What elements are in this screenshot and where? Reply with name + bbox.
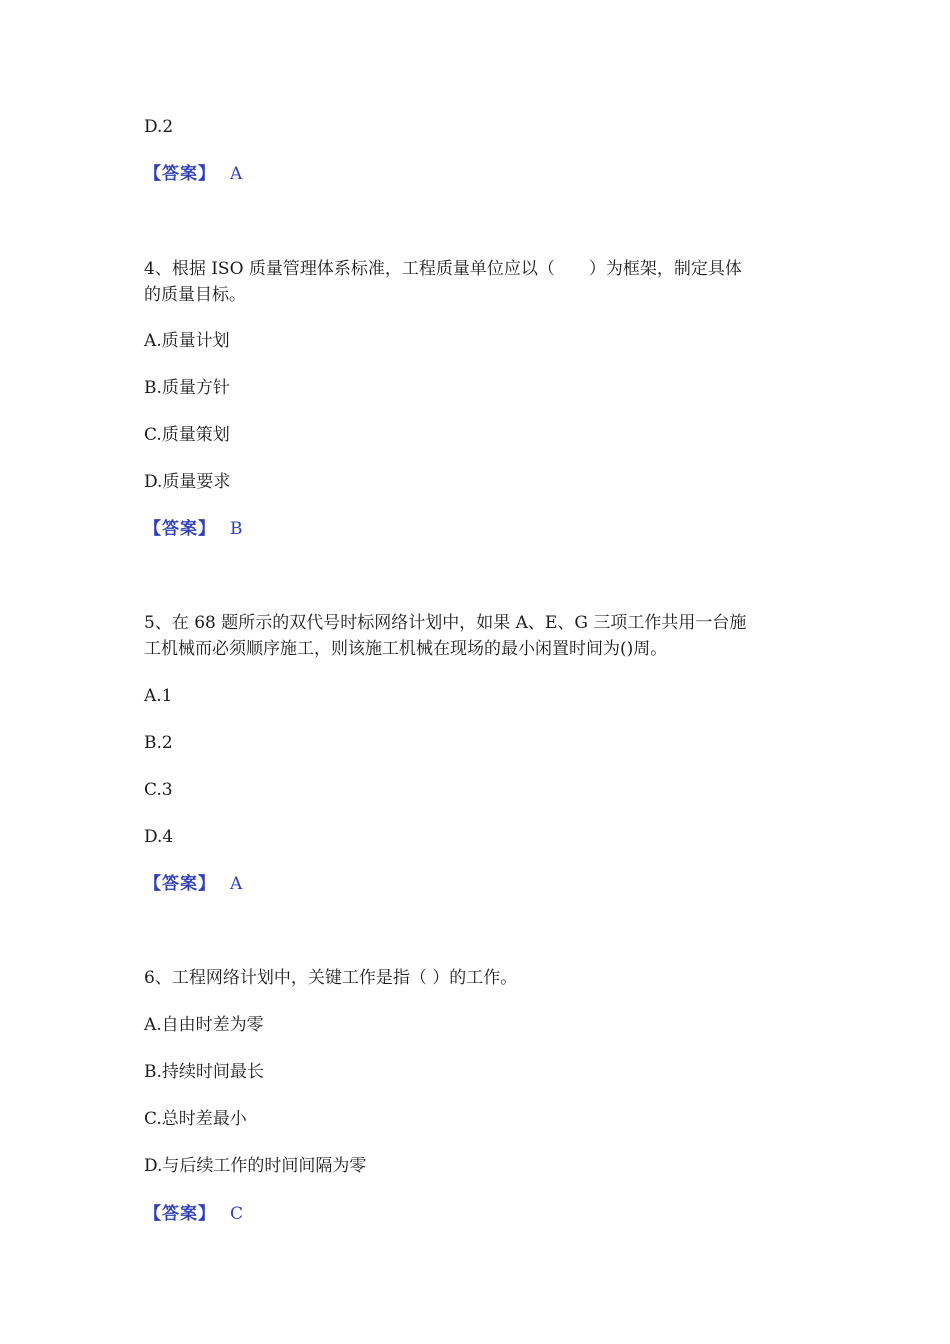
q5-question-line2: 工机械而必须顺序施工，则该施工机械在现场的最小闲置时间为()周。: [144, 639, 668, 659]
q5-option-a: A.1: [144, 686, 173, 706]
answer-value: C: [230, 1204, 244, 1224]
q5-option-c: C.3: [144, 780, 173, 800]
q4-option-a: A.质量计划: [144, 331, 230, 351]
q4-option-c: C.质量策划: [144, 425, 230, 445]
q4-question-line1: 4、根据 ISO 质量管理体系标准，工程质量单位应以（ ）为框架，制定具体: [144, 259, 742, 279]
q3-answer: [144, 162, 242, 186]
q5-answer: [144, 872, 242, 896]
answer-value: A: [230, 874, 243, 894]
answer-label: 【答案】: [144, 164, 216, 184]
q5-option-b: B.2: [144, 733, 173, 753]
q6-answer: [144, 1202, 243, 1226]
q4-question-line2: 的质量目标。: [144, 285, 246, 305]
q6-option-b: B.持续时间最长: [144, 1062, 264, 1082]
answer-label: 【答案】: [144, 874, 216, 894]
q6-option-d: D.与后续工作的时间间隔为零: [144, 1156, 367, 1176]
q5-option-d: D.4: [144, 827, 174, 847]
answer-value: B: [230, 519, 243, 539]
q6-option-c: C.总时差最小: [144, 1109, 247, 1129]
q5-question-line1: 5、在 68 题所示的双代号时标网络计划中，如果 A、E、G 三项工作共用一台施: [144, 613, 747, 633]
answer-value: A: [230, 164, 243, 184]
q4-answer: [144, 517, 243, 541]
q6-question-line1: 6、工程网络计划中，关键工作是指（ ）的工作。: [144, 968, 518, 988]
q3-option-d: D.2: [144, 117, 174, 137]
answer-label: 【答案】: [144, 519, 216, 539]
answer-label: 【答案】: [144, 1204, 216, 1224]
q4-option-d: D.质量要求: [144, 472, 231, 492]
q4-option-b: B.质量方针: [144, 378, 230, 398]
q6-option-a: A.自由时差为零: [144, 1015, 264, 1035]
